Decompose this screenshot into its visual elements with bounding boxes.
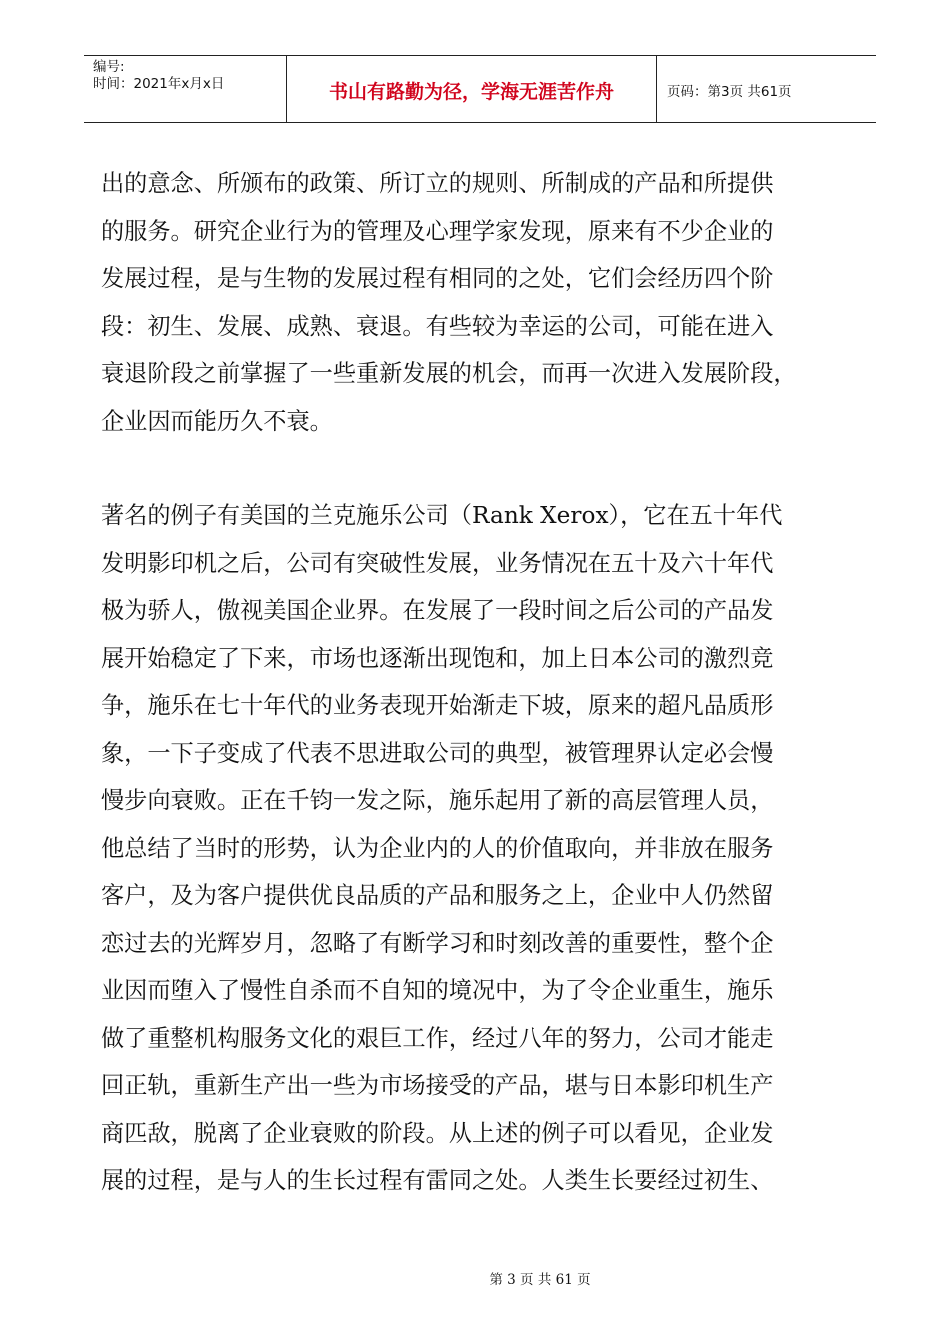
text-line: 极为骄人，傲视美国企业界。在发展了一段时间之后公司的产品发 <box>101 597 774 624</box>
page-footer: 第 3 页 共 61 页 <box>489 1272 591 1288</box>
text-line: 段：初生、发展、成熟、衰退。有些较为幸运的公司，可能在进入 <box>101 312 774 340</box>
text-line: 争，施乐在七十年代的业务表现开始渐走下坡，原来的超凡品质形 <box>101 692 774 719</box>
text-line: 他总结了当时的形势，认为企业内的人的价值取向，并非放在服务 <box>101 834 774 862</box>
document-number-label: 编号: <box>93 59 125 75</box>
text-line: 商匹敌，脱离了企业衰败的阶段。从上述的例子可以看见，企业发 <box>101 1119 774 1147</box>
text-line: 企业因而能历久不衰。 <box>101 407 333 435</box>
page-header <box>84 55 876 123</box>
text-line: 的服务。研究企业行为的管理及心理学家发现，原来有不少企业的 <box>101 217 774 245</box>
paragraph-2 <box>101 492 871 1205</box>
text-line: 衰退阶段之前掌握了一些重新发展的机会，而再一次进入发展阶段， <box>101 360 797 387</box>
text-line: 展开始稳定了下来，市场也逐渐出现饱和，加上日本公司的激烈竞 <box>101 644 774 672</box>
text-line: 著名的例子有美国的兰克施乐公司（Rank Xerox），它在五十年代 <box>101 502 783 529</box>
text-line: 回正轨，重新生产出一些为市场接受的产品，堪与日本影印机生产 <box>101 1072 774 1099</box>
document-date-label: 时间：2021年x月x日 <box>93 76 225 92</box>
text-line: 做了重整机构服务文化的艰巨工作，经过八年的努力，公司才能走 <box>101 1024 774 1052</box>
paragraph-1 <box>101 160 871 445</box>
text-line: 发展过程，是与生物的发展过程有相同的之处，它们会经历四个阶 <box>101 265 774 292</box>
text-line: 恋过去的光辉岁月，忽略了有断学习和时刻改善的重要性，整个企 <box>101 929 774 957</box>
text-line: 出的意念、所颁布的政策、所订立的规则、所制成的产品和所提供 <box>101 170 774 197</box>
header-meta <box>84 56 287 122</box>
paragraph-gap <box>101 445 871 492</box>
header-page-number: 页码：第3页 共61页 <box>667 84 792 100</box>
text-line: 发明影印机之后，公司有突破性发展，业务情况在五十及六十年代 <box>101 549 774 577</box>
document-body <box>101 160 871 1205</box>
text-line: 象，一下子变成了代表不思进取公司的典型，被管理界认定必会慢 <box>101 739 774 767</box>
header-motto: 书山有路勤为径，学海无涯苦作舟 <box>287 56 657 122</box>
text-line: 展的过程，是与人的生长过程有雷同之处。人类生长要经过初生、 <box>101 1167 774 1194</box>
text-line: 业因而堕入了慢性自杀而不自知的境况中，为了令企业重生，施乐 <box>101 977 774 1004</box>
text-line: 慢步向衰败。正在千钧一发之际，施乐起用了新的高层管理人员， <box>101 787 774 814</box>
text-line: 客户，及为客户提供优良品质的产品和服务之上，企业中人仍然留 <box>101 882 774 909</box>
